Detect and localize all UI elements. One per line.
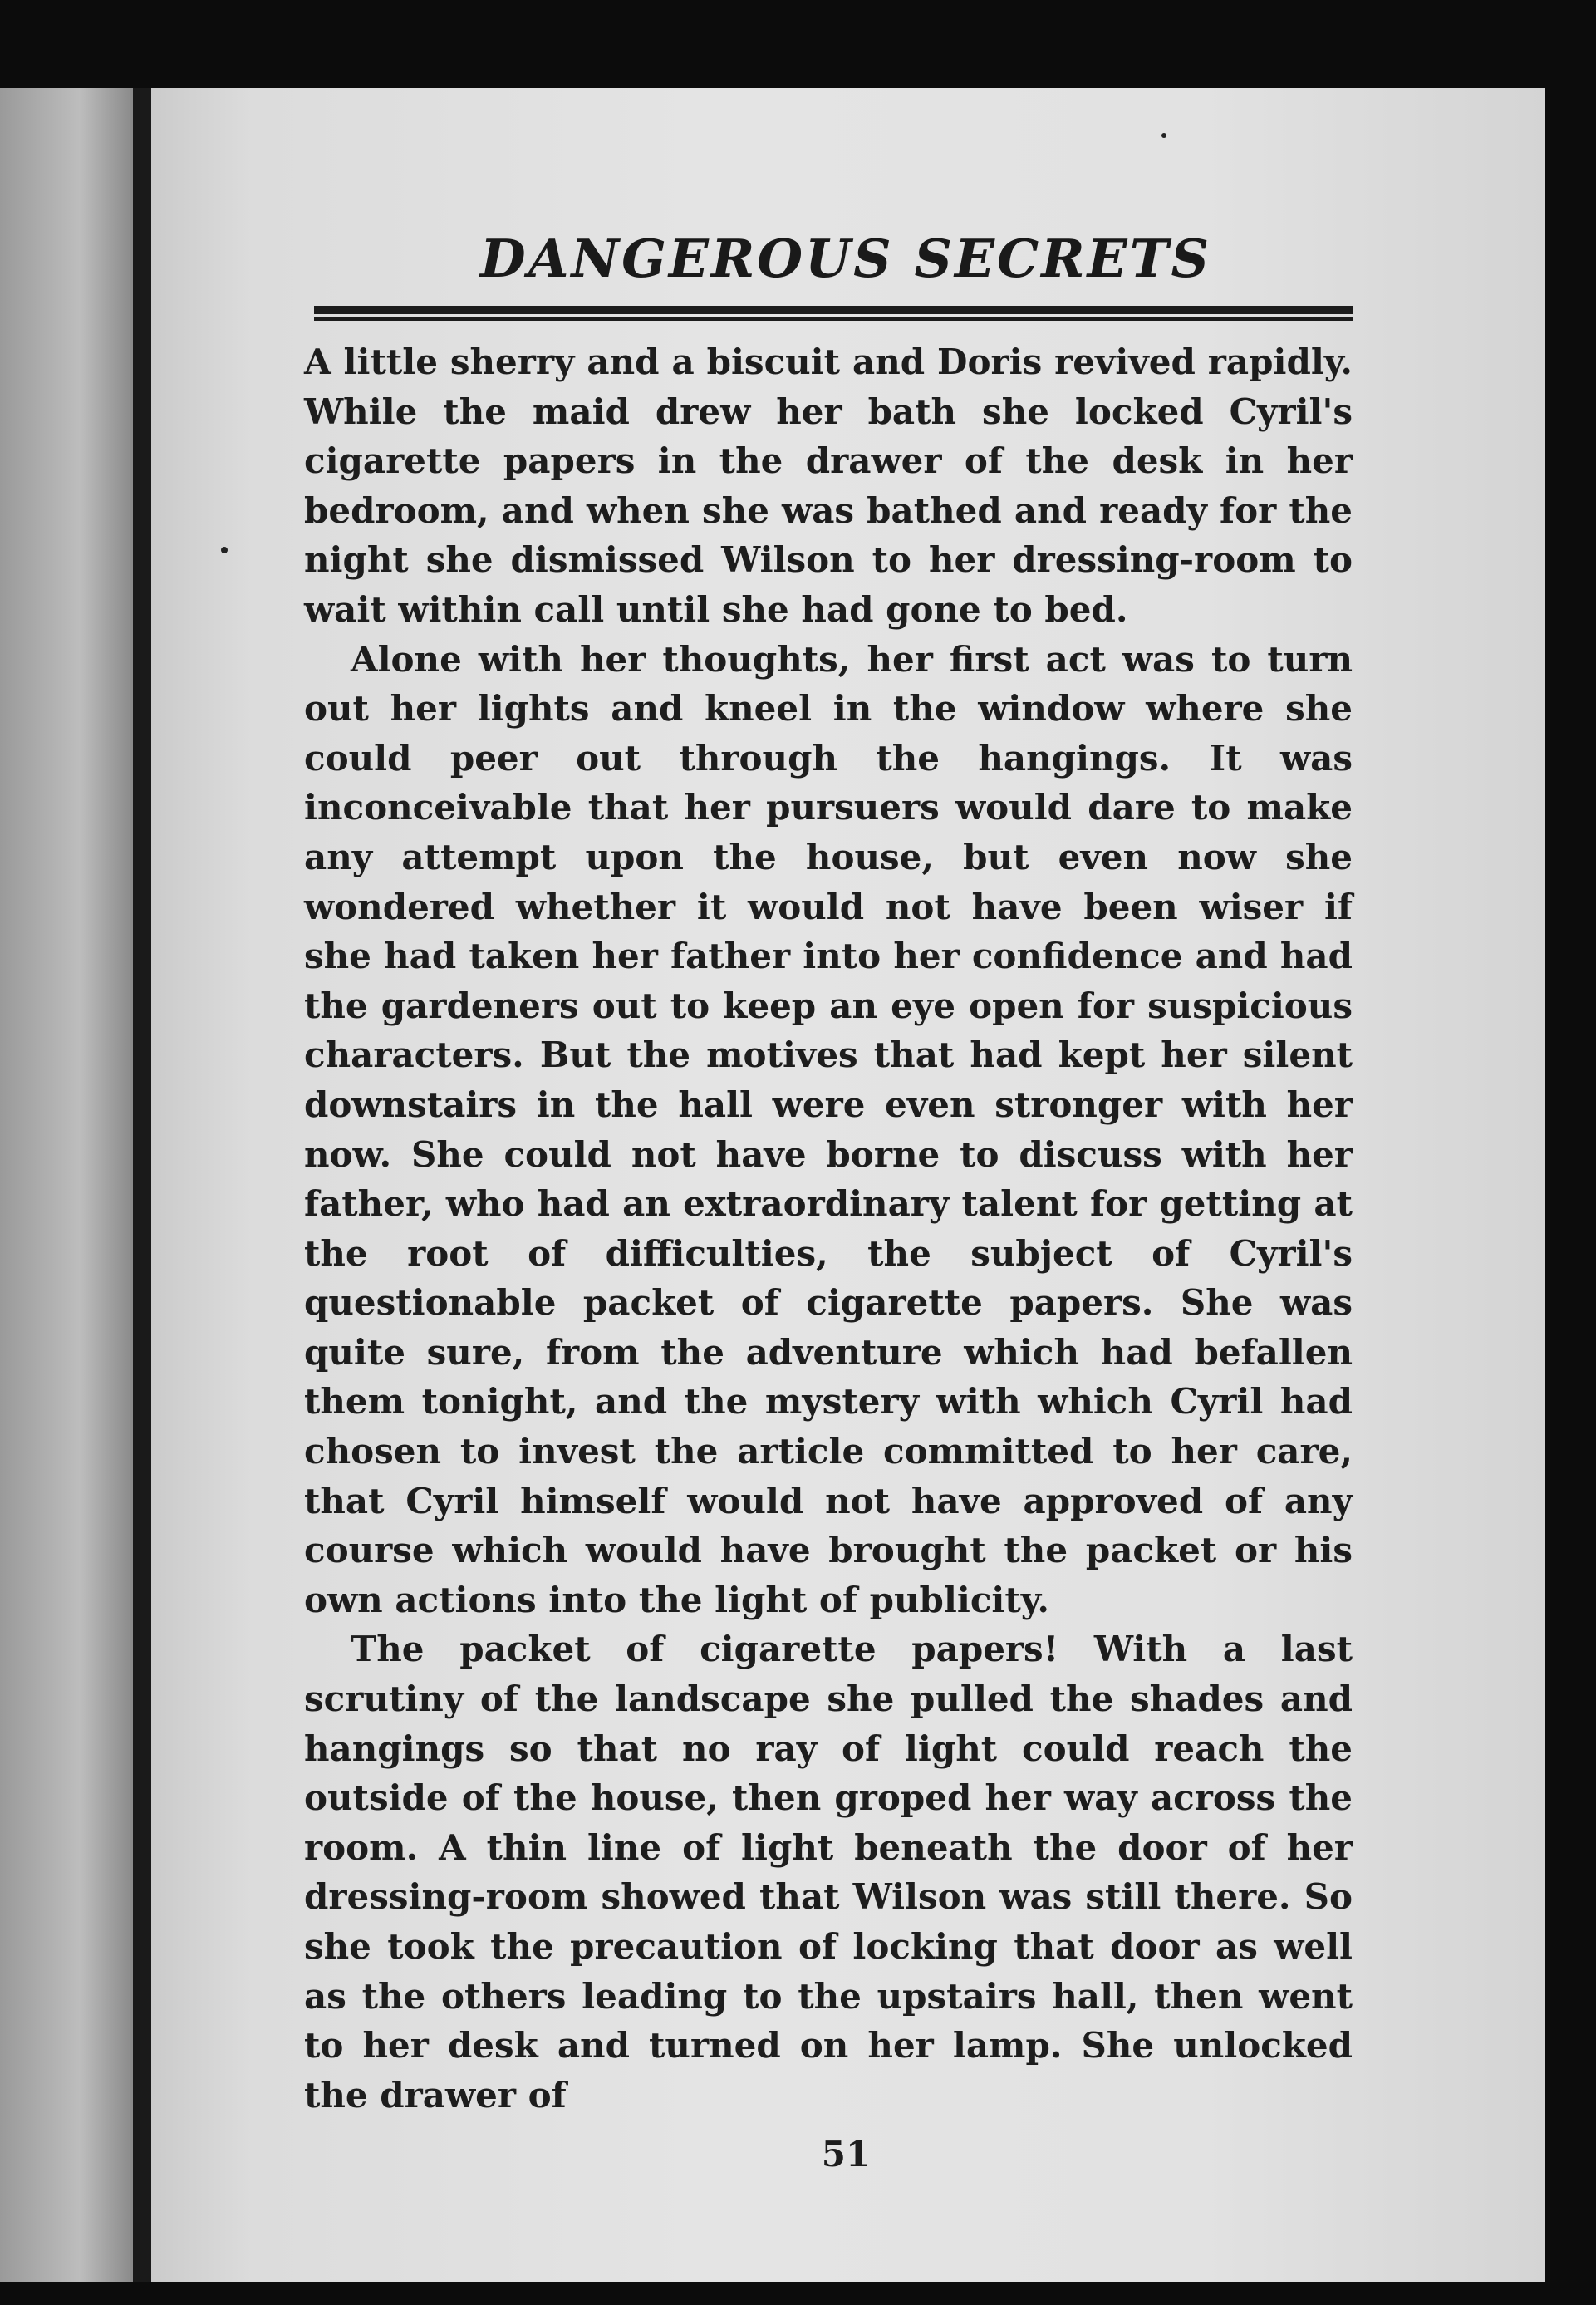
body-text [304, 337, 1353, 2120]
running-head: DANGEROUS SECRETS [480, 228, 1211, 289]
paragraph: Alone with her thoughts, her first act was to turn out her lights and kneel in the window where she could peer out through the hangings. It was inconceivable that her pursuers would dare to make any attempt upon the house, but even now she wondered whether it would not have been wiser if she had taken her father into her confidence and had the gardeners out to keep an eye open for suspicious characters. But the motives that had kept her silent downstairs in the hall were even stronger with her now. She could not have borne to discuss with her father, who had an extraordinary talent for getting at the root of difficulties, the subject of Cyril's questionable packet of cigarette papers. She was quite sure, from the adventure which had befallen them tonight, and the mystery with which Cyril had chosen to invest the article committed to her care, that Cyril himself would not have approved of any course which would have brought the packet or his own actions into the light of publicity. [304, 638, 1353, 1620]
paragraph: A little sherry and a biscuit and Doris revived rapidly. While the maid drew her bath she locked Cyril's cigarette papers in the drawer of the desk in her bedroom, and when she was bathed and ready for the night she dismissed Wilson to her dressing-room to wait within call until she had gone to bed. [304, 342, 1353, 630]
scan-speck [1161, 133, 1166, 138]
header-rule-thin [314, 317, 1353, 321]
header-rule-thick [314, 306, 1353, 314]
binding-strip [0, 88, 133, 2282]
page-edge-shadow [1545, 83, 1596, 2305]
scanned-page [140, 88, 1552, 2282]
scan-speck [221, 547, 228, 553]
page-number: 51 [821, 2134, 871, 2175]
gutter-shadow [133, 88, 151, 2282]
paragraph: The packet of cigarette papers! With a last scrutiny of the landscape she pulled the shades and hangings so that no ray of light could reach the outside of the house, then groped her way across the room. A thin line of light beneath the door of her dressing-room showed that Wilson was still there. So she took the precaution of locking that door as well as the others leading to the upstairs hall, then went to her desk and turned on her lamp. She unlocked the drawer of [304, 1629, 1353, 2116]
